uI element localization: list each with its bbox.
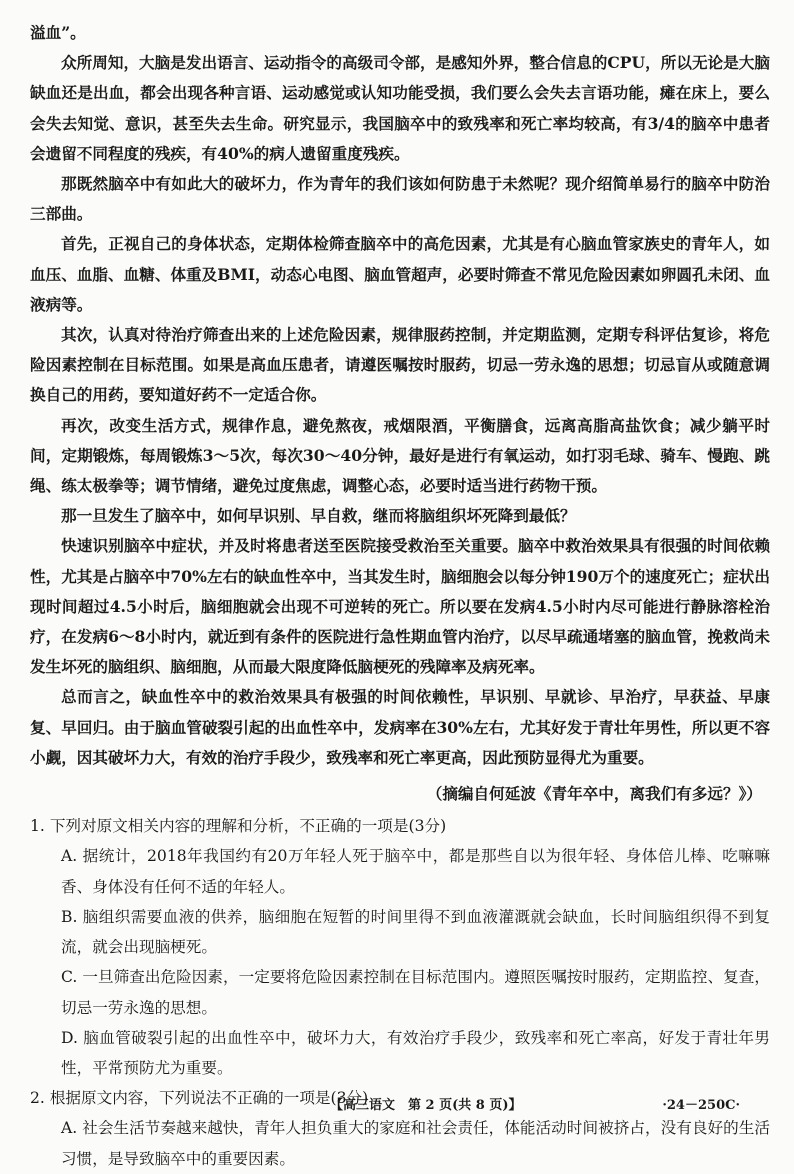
paragraph-1: 众所周知，大脑是发出语言、运动指令的高级司令部，是感知外界，整合信息的CPU，所以无论是大脑缺血还是出血，都会出现各种言语、运动感觉或认知功能受损，我们要么会失去言语功能，瘫在床上，要么会失去知觉、意识，甚至失去生命。研究显示，我国脑卒中的致残率和死亡率均较高，有3/4的脑卒中患者会遗留不同程度的残疾，有40%的病人遗留重度残疾。 xyxy=(30,53,770,163)
paragraph-4: 其次，认真对待治疗筛查出来的上述危险因素，规律服药控制，并定期监测，定期专科评估复诊，将危险因素控制在目标范围。如果是高血压患者，请遵医嘱按时服药，切忌一劳永逸的思想；切忌盲从或随意调换自己的用药，要知道好药不一定适合你。 xyxy=(30,325,770,405)
paragraph-3: 首先，正视自己的身体状态，定期体检筛查脑卒中的高危因素，尤其是有心脑血管家族史的青年人，如血压、血脂、血糖、体重及BMI，动态心电图、脑血管超声，必要时筛查不常见危险因素如卵圆孔未闭、血液病等。 xyxy=(30,234,770,314)
paragraph-7: 快速识别脑卒中症状，并及时将患者送至医院接受救治至关重要。脑卒中救治效果具有很强的时间依赖性，尤其是占脑卒中70%左右的缺血性卒中，当其发生时，脑细胞会以每分钟190万个的速度死亡；症状出现时间超过4.5小时后，脑细胞就会出现不可逆转的死亡。所以要在发病4.5小时内尽可能进行静脉溶栓治疗，在发病6～8小时内，就近到有条件的医院进行急性期血管内治疗，以尽早疏通堵塞的脑血管，挽救尚未发生坏死的脑组织、脑细胞，从而最大限度降低脑梗死的残障率及病死率。 xyxy=(30,536,770,677)
question-2-stem: 2. 根据原文内容，下列说法不正确的一项是(3分) xyxy=(30,1089,369,1108)
paragraph-8: 总而言之，缺血性卒中的救治效果具有极强的时间依赖性，早识别、早就诊、早治疗，早获益、早康复、早回归。由于脑血管破裂引起的出血性卒中，发病率在30%左右，尤其好发于青壮年男性，所以更不容小觑，因其破坏力大，有效的治疗手段少，致残率和死亡率更高，因此预防显得尤为重要。 xyxy=(30,687,770,767)
question-section xyxy=(30,811,770,1173)
page-number-label: 【高三语文 第 2 页(共 8 页)】 xyxy=(330,1098,522,1113)
paragraph-2: 那既然脑卒中有如此大的破坏力，作为青年的我们该如何防患于未然呢？现介绍简单易行的脑卒中防治三部曲。 xyxy=(30,174,770,224)
paragraph-5: 再次，改变生活方式，规律作息，避免熬夜，戒烟限酒，平衡膳食，远离高脂高盐饮食；减少躺平时间，定期锻炼，每周锻炼3～5次，每次30～40分钟，最好是进行有氧运动，如打羽毛球、骑车、慢跑、跳绳、练太极拳等；调节情绪，避免过度焦虑，调整心态，必要时适当进行药物干预。 xyxy=(30,415,770,496)
page-footer xyxy=(0,1094,794,1118)
reading-passage xyxy=(30,18,770,1174)
question-1-option-a: A. 据统计，2018年我国约有20万年轻人死于脑卒中，都是那些自以为很年轻、身体倍儿棒、吃嘛嘛香、身体没有任何不适的年轻人。 xyxy=(61,847,770,896)
question-1-option-b: B. 脑组织需要血液的供养，脑细胞在短暂的时间里得不到血液灌溉就会缺血，长时间脑组织得不到复流，就会出现脑梗死。 xyxy=(61,907,770,957)
source-citation: （摘编自何延波《青年卒中，离我们有多远？》） xyxy=(426,784,762,804)
question-1-option-d: D. 脑血管破裂引起的出血性卒中，破坏力大，有效治疗手段少，致残率和死亡率高，好发于青壮年男性，平常预防尤为重要。 xyxy=(61,1028,770,1077)
paragraph-6: 那一旦发生了脑卒中，如何早识别、早自救，继而将脑组织坏死降到最低？ xyxy=(61,506,576,526)
exam-code: ·24－250C· xyxy=(662,1098,740,1113)
question-1-stem: 1. 下列对原文相关内容的理解和分析，不正确的一项是(3分) xyxy=(30,817,447,836)
paragraph-0: 溢血”。 xyxy=(30,23,86,42)
question-2-option-a: A. 社会生活节奏越来越快，青年人担负重大的家庭和社会责任，体能活动时间被挤占，没有良好的生活习惯，是导致脑卒中的重要因素。 xyxy=(61,1119,770,1168)
question-1-option-c: C. 一旦筛查出危险因素，一定要将危险因素控制在目标范围内。遵照医嘱按时服药，定期监控、复查，切忌一劳永逸的思想。 xyxy=(61,968,770,1017)
